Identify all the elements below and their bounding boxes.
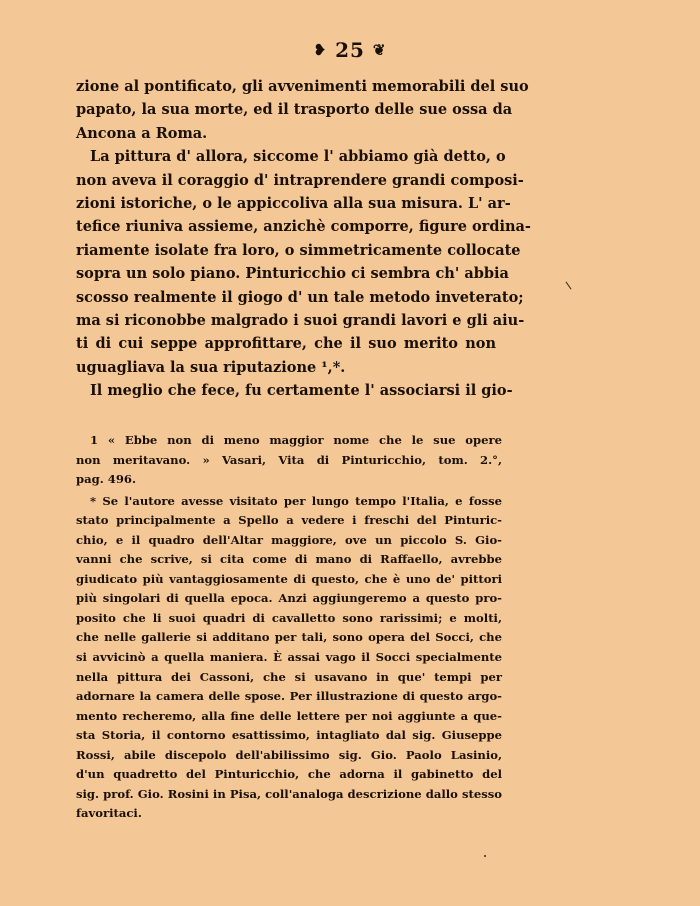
text-line: riamente isolate fra loro, o simmetricamente collocate [76,241,521,259]
footnote-line: mento recheremo, alla fine delle lettere per noi aggiunte a que- [76,708,502,723]
footnote-asterisk [76,492,502,824]
footnote-line: favoritaci. [76,806,142,821]
footnote-line: sig. prof. Gio. Rosini in Pisa, coll'analoga descrizione dallo stesso [76,786,502,801]
footnote-line: 1 « Ebbe non di meno maggior nome che le sue opere [90,433,502,447]
footnote-line: stato principalmente a Spello a vedere i freschi del Pinturic- [76,513,502,528]
main-text [76,75,531,403]
footnote-line: nella pittura dei Cassoni, che si usavano in que' tempi per [76,669,502,684]
page-number-header [0,38,700,62]
text-line: zione al pontificato, gli avvenimenti memorabili del suo [76,78,529,95]
footnote-line: d'un quadretto del Pinturicchio, che adorna il gabinetto del [76,767,502,782]
footnote-1 [76,431,502,490]
text-line: Il meglio che fece, fu certamente l' associarsi il gio- [90,382,513,400]
text-line: non aveva il coraggio d' intraprendere grandi composi- [76,171,524,189]
text-line: tefice riuniva assieme, anzichè comporre, figure ordina- [76,218,531,236]
footnote-line: non meritavano. » Vasari, Vita di Pinturicchio, tom. 2.°, [76,452,502,467]
text-line: sopra un solo piano. Pinturicchio ci sembra ch' abbia [76,265,509,283]
footnote-line: pag. 496. [76,472,137,487]
text-line: papato, la sua morte, ed il trasporto delle sue ossa da [76,101,513,119]
footnote-line: sta Storia, il contorno esattissimo, intagliato dal sig. Giuseppe [76,728,502,743]
text-line: ma si riconobbe malgrado i suoi grandi lavori e gli aiu- [76,312,525,330]
footnote-line: adornare la camera delle spose. Per illustrazione di questo argo- [76,689,502,704]
text-line: Ancona a Roma. [76,124,208,142]
footnote-line: si avvicinò a quella maniera. È assai vago il Socci specialmente [76,650,502,665]
stray-speck [484,855,486,857]
footnotes [76,431,502,824]
ornament-left-icon: ❥ [313,41,328,59]
page-number: 25 [335,38,365,62]
footnote-line: giudicato più vantaggiosamente di questo, che è uno de' pittori [76,571,502,586]
ornament-right-icon: ❦ [372,41,387,59]
footnote-line: Rossi, abile discepolo dell'abilissimo sig. Gio. Paolo Lasinio, [76,747,502,762]
footnote-line: * Se l'autore avesse visitato per lungo tempo l'Italia, e fosse [90,493,502,508]
text-line: ti di cui seppe approfittare, che il suo merito non [76,335,496,353]
footnote-line: più singolari di quella epoca. Anzi aggiungeremo a questo pro- [76,591,502,606]
stray-mark [566,282,572,290]
text-line: zioni istoriche, o le appiccoliva alla sua misura. L' ar- [76,195,511,213]
text-line: scosso realmente il giogo d' un tale metodo inveterato; [76,288,524,306]
footnote-line: posito che li suoi quadri di cavalletto sono rarissimi; e molti, [76,610,502,625]
text-line: uguagliava la sua riputazione ¹,*. [76,358,346,376]
footnote-line: chio, e il quadro dell'Altar maggiore, ove un piccolo S. Gio- [76,532,502,547]
text-line: La pittura d' allora, siccome l' abbiamo già detto, o [90,148,506,166]
footnote-line: vanni che scrive, si cita come di mano di Raffaello, avrebbe [76,552,502,567]
footnote-line: che nelle gallerie si additano per tali, sono opera del Socci, che [76,630,502,645]
